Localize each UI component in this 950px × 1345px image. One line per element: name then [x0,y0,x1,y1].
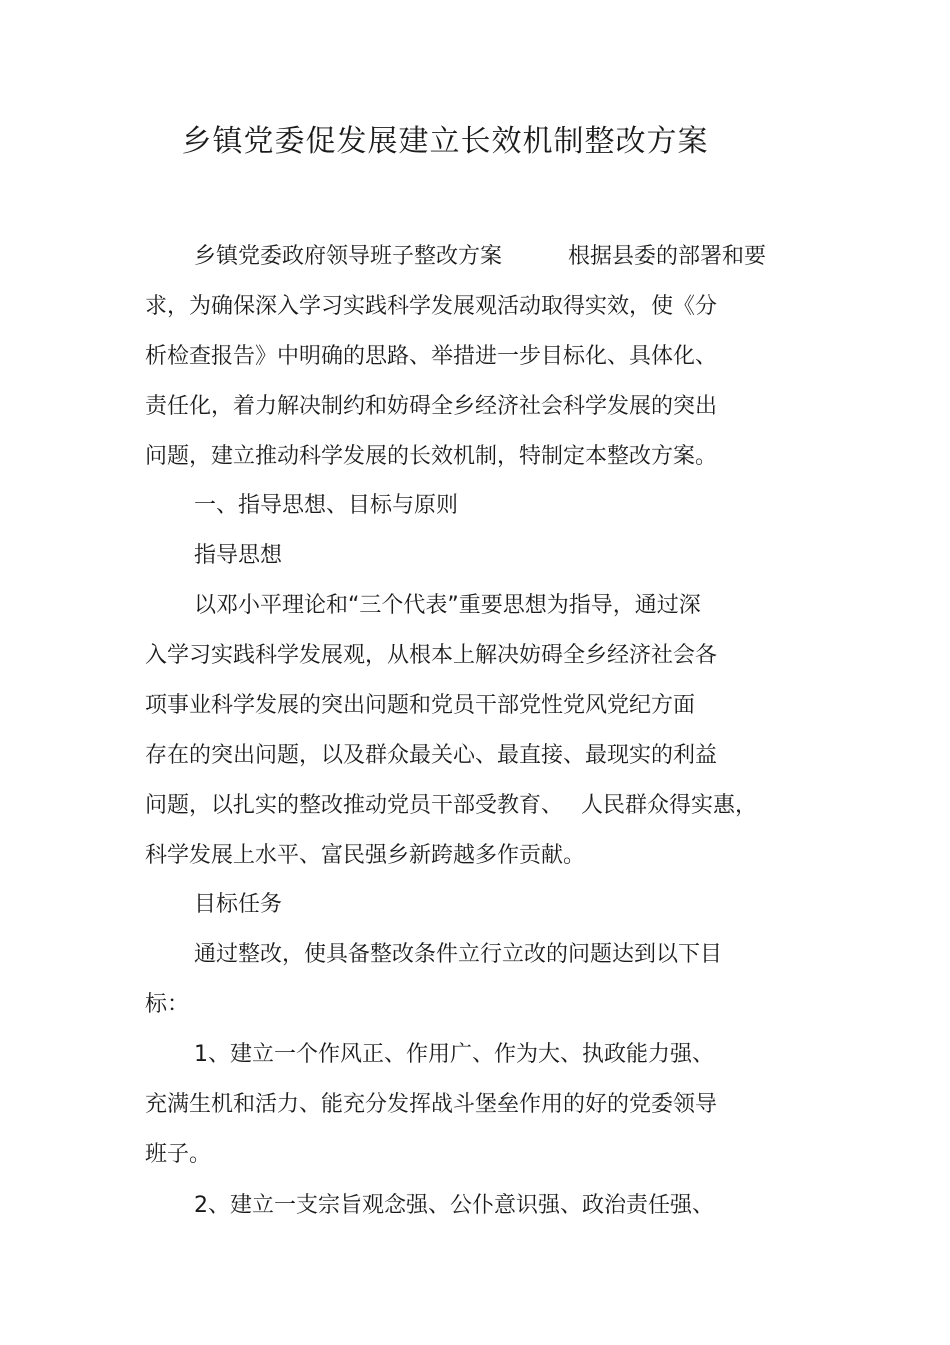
list-item-line: 1、建立一个作风正、作用广、作为大、执政能力强、 [194,1042,714,1067]
paragraph-line: 以邓小平理论和“三个代表”重要思想为指导，通过深 [194,593,701,618]
paragraph-line: 问题，以扎实的整改推动党员干部受教育、 人民群众得实惠， [145,793,757,818]
paragraph-line: 标： [145,992,190,1017]
paragraph-line: 存在的突出问题，以及群众最关心、最直接、最现实的利益 [145,743,718,768]
paragraph-line: 通过整改，使具备整改条件立行立改的问题达到以下目 [194,942,723,967]
paragraph-line: 科学发展上水平、富民强乡新跨越多作贡献。 [145,843,586,868]
list-item-line: 班子。 [145,1142,212,1167]
document-title: 乡镇党委促发展建立长效机制整改方案 [181,124,709,159]
list-item-line: 充满生机和活力、能充分发挥战斗堡垒作用的好的党委领导 [145,1092,718,1117]
paragraph-line: 责任化，着力解决制约和妨碍全乡经济社会科学发展的突出 [145,394,718,419]
paragraph-line: 乡镇党委政府领导班子整改方案 根据县委的部署和要 [194,244,767,269]
paragraph-line: 入学习实践科学发展观，从根本上解决妨碍全乡经济社会各 [145,643,718,668]
subsection-heading: 指导思想 [194,543,283,568]
list-item-line: 2、建立一支宗旨观念强、公仆意识强、政治责任强、 [194,1193,714,1218]
paragraph-line: 求，为确保深入学习实践科学发展观活动取得实效，使《分 [145,294,718,319]
subsection-heading: 目标任务 [194,892,283,917]
paragraph-line: 问题，建立推动科学发展的长效机制，特制定本整改方案。 [145,444,718,469]
paragraph-line: 项事业科学发展的突出问题和党员干部党性党风党纪方面 [145,693,696,718]
section-heading: 一、指导思想、目标与原则 [194,493,459,518]
paragraph-line: 析检查报告》中明确的思路、举措进一步目标化、具体化、 [145,344,718,369]
